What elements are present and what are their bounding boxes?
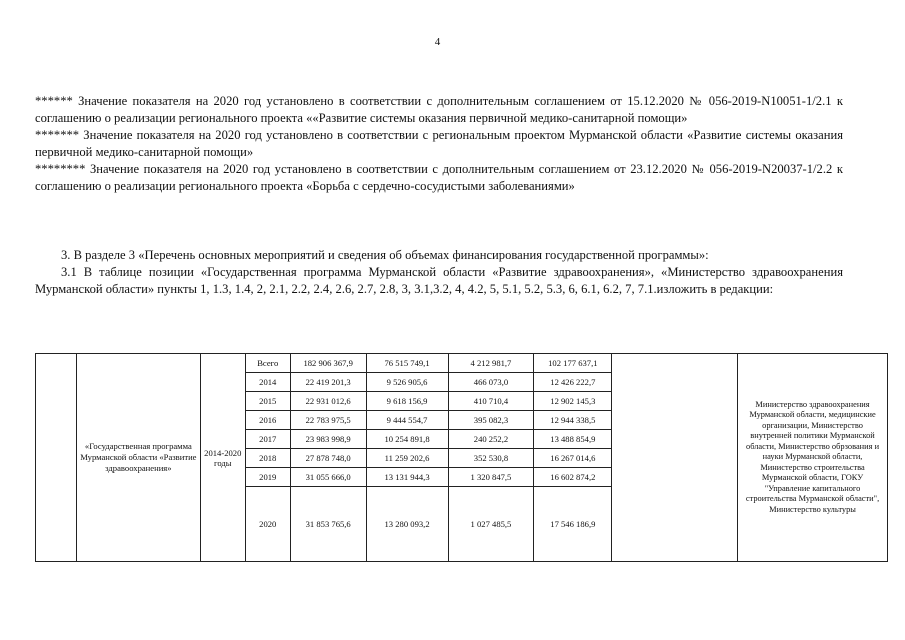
value-cell: 466 073,0	[448, 373, 534, 392]
program-name-cell: «Государственная программа Мурманской области «Развитие здравоохранения»	[76, 354, 200, 562]
table-row	[36, 354, 888, 373]
value-cell: 1 027 485,5	[448, 487, 534, 562]
value-cell: 16 602 874,2	[534, 468, 612, 487]
year-cell: 2017	[245, 430, 290, 449]
value-cell: 17 546 186,9	[534, 487, 612, 562]
year-cell: 2019	[245, 468, 290, 487]
year-cell: 2014	[245, 373, 290, 392]
total-cell: 22 419 201,3	[290, 373, 366, 392]
total-cell: 31 853 765,6	[290, 487, 366, 562]
value-cell: 1 320 847,5	[448, 468, 534, 487]
value-cell: 16 267 014,6	[534, 449, 612, 468]
value-cell: 9 618 156,9	[366, 392, 448, 411]
year-cell: 2020	[245, 487, 290, 562]
value-cell: 10 254 891,8	[366, 430, 448, 449]
year-cell: 2015	[245, 392, 290, 411]
value-cell: 13 131 944,3	[366, 468, 448, 487]
value-cell: 240 252,2	[448, 430, 534, 449]
total-cell: 182 906 367,9	[290, 354, 366, 373]
section-heading: 3. В разделе 3 «Перечень основных мероприятий и сведения об объемах финансирования государственной программы»:	[61, 248, 709, 262]
value-cell: 12 902 145,3	[534, 392, 612, 411]
period-cell: 2014-2020 годы	[200, 354, 245, 562]
value-cell: 410 710,4	[448, 392, 534, 411]
footnote-3: ******** Значение показателя на 2020 год установлено в соответствии с дополнительным соглашением от 23.12.2020 № 056-2019-N20037-1/2.2 к соглашению о реализации регионального проекта «Борьба с сердечно-сосудистыми заболеваниями»	[35, 162, 843, 193]
value-cell: 9 526 905,6	[366, 373, 448, 392]
value-cell: 395 082,3	[448, 411, 534, 430]
total-cell: 27 878 748,0	[290, 449, 366, 468]
empty-cell	[612, 354, 738, 562]
value-cell: 76 515 749,1	[366, 354, 448, 373]
ministries-cell: Министерство здравоохранения Мурманской области, медицинские организации, Министерство внутренней политики Мурманской области, Министерство обрзования и науки Мурманской области, Министерство строительства Мурманской области, ГОКУ "Управление капитального строительства Мурманской области", Министерство культуры	[738, 354, 888, 562]
footnotes	[35, 93, 843, 195]
value-cell: 12 426 222,7	[534, 373, 612, 392]
value-cell: 4 212 981,7	[448, 354, 534, 373]
value-cell: 11 259 202,6	[366, 449, 448, 468]
total-cell: 23 983 998,9	[290, 430, 366, 449]
year-cell: 2018	[245, 449, 290, 468]
year-cell: 2016	[245, 411, 290, 430]
footnote-1: ****** Значение показателя на 2020 год установлено в соответствии с дополнительным соглашением от 15.12.2020 № 056-2019-N10051-1/2.1 к соглашению о реализации регионального проекта ««Развитие системы оказания первичной медико-санитарной помощи»	[35, 94, 843, 125]
value-cell: 12 944 338,5	[534, 411, 612, 430]
footnote-2: ******* Значение показателя на 2020 год установлено в соответствии с региональным проектом Мурманской области «Развитие системы оказания первичной медико-санитарной помощи»	[35, 128, 843, 159]
value-cell: 13 280 093,2	[366, 487, 448, 562]
section-item-3-1: 3.1 В таблице позиции «Государственная программа Мурманской области «Развитие здравоохранения», «Министерство здравоохранения Мурманской области» пункты 1, 1.3, 1.4, 2, 2.1, 2.2, 2.4, 2.6, 2.7, 2.8, 3, 3.1,3.2, 4, 4.2, 5, 5.1, 5.2, 5.3, 6, 6.1, 6.2, 7, 7.1.изложить в редакции:	[35, 265, 843, 296]
value-cell: 352 530,8	[448, 449, 534, 468]
value-cell: 102 177 637,1	[534, 354, 612, 373]
total-cell: 31 055 666,0	[290, 468, 366, 487]
empty-cell	[36, 354, 77, 562]
section-3	[35, 247, 843, 298]
total-cell: 22 783 975,5	[290, 411, 366, 430]
value-cell: 9 444 554,7	[366, 411, 448, 430]
total-cell: 22 931 012,6	[290, 392, 366, 411]
value-cell: 13 488 854,9	[534, 430, 612, 449]
financing-table	[35, 353, 888, 562]
year-cell: Всего	[245, 354, 290, 373]
page-number: 4	[434, 36, 441, 48]
